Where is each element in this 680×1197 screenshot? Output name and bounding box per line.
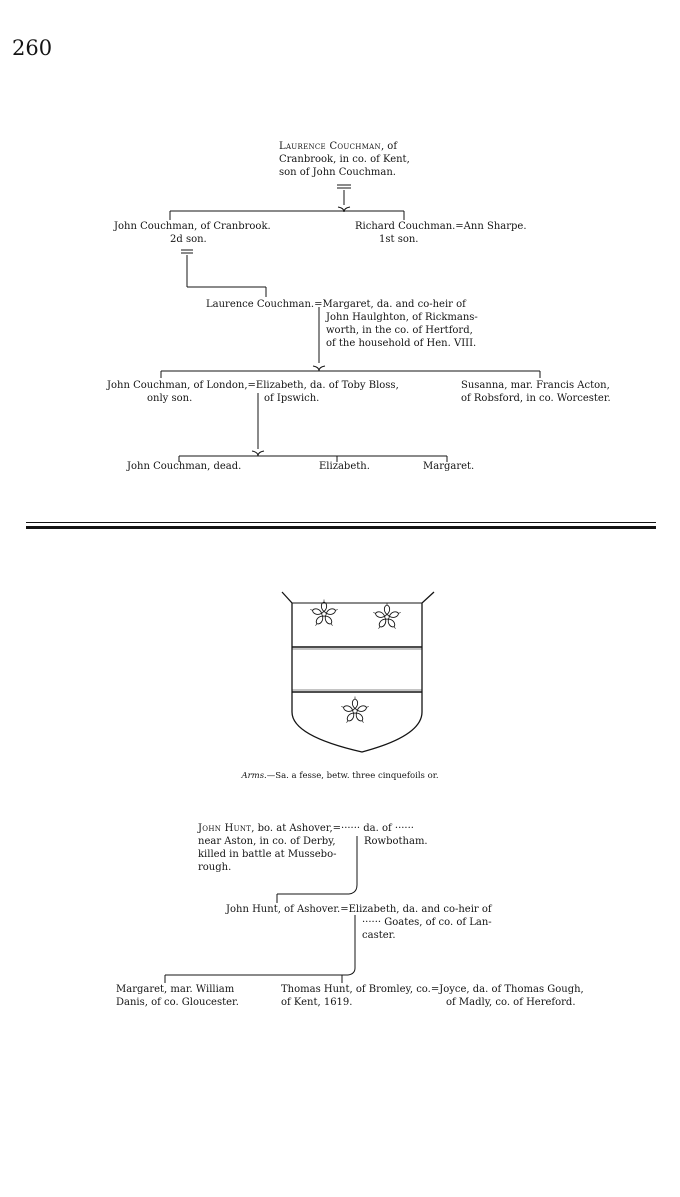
laurence-couchman-sr-line1-rest: , of: [380, 141, 398, 152]
laurence-couchman-sr-line3: son of John Couchman.: [279, 167, 396, 178]
thomas-hunt-line2a: of Kent, 1619.: [281, 997, 353, 1008]
child-margaret: Margaret.: [423, 461, 475, 472]
thomas-hunt-line1: Thomas Hunt, of Bromley, co.=Joyce, da. of Thomas Gough,: [281, 984, 584, 995]
john-couchman-london-line1: John Couchman, of London,=Elizabeth, da. of Toby Bloss,: [107, 380, 399, 391]
john-hunt-sr-line2: near Aston, in co. of Derby,: [198, 836, 336, 847]
john-couchman-london-line2b: of Ipswich.: [264, 393, 320, 404]
john-hunt-jr-line3: caster.: [362, 930, 396, 941]
john-hunt-sr-line4: rough.: [198, 862, 232, 873]
thomas-hunt-line2b: of Madly, co. of Hereford.: [446, 997, 576, 1008]
john-hunt-sr-line1-rest: , bo. at Ashover,=······ da. of ······: [251, 823, 414, 834]
margaret-hunt-line2: Danis, of co. Gloucester.: [116, 997, 239, 1008]
laurence-couchman-sr-line2: Cranbrook, in co. of Kent,: [279, 154, 410, 165]
page-number: 260: [12, 36, 53, 60]
child-elizabeth: Elizabeth.: [319, 461, 370, 472]
john-couchman-cranbrook-line1: John Couchman, of Cranbrook.: [114, 221, 271, 232]
susanna-line1: Susanna, mar. Francis Acton,: [461, 380, 610, 391]
john-hunt-jr-line2: ······ Goates, of co. of Lan-: [362, 917, 492, 928]
john-hunt-sr-line3: killed in battle at Mussebo-: [198, 849, 337, 860]
john-hunt-sr-line1: [198, 822, 414, 835]
john-couchman-cranbrook-line2: 2d son.: [170, 234, 207, 245]
laurence-couchman-sr-name: Laurence Couchman: [279, 141, 381, 152]
susanna-line2: of Robsford, in co. Worcester.: [461, 393, 611, 404]
arms-caption-label: Arms.: [241, 771, 267, 781]
richard-couchman-line2: 1st son.: [379, 234, 419, 245]
arms-caption-text: —Sa. a fesse, betw. three cinquefoils or.: [266, 771, 439, 781]
margaret-hunt-line1: Margaret, mar. William: [116, 984, 235, 995]
john-hunt-jr-line1: John Hunt, of Ashover.=Elizabeth, da. and co-heir of: [226, 904, 492, 915]
richard-couchman-line1: Richard Couchman.=Ann Sharpe.: [355, 221, 527, 232]
laurence-couchman-jr-line3: worth, in the co. of Hertford,: [326, 325, 473, 336]
john-hunt-sr-name: John Hunt: [198, 823, 252, 834]
laurence-couchman-jr-line1: Laurence Couchman.=Margaret, da. and co-heir of: [206, 299, 466, 310]
john-hunt-sr-line2b: Rowbotham.: [364, 836, 428, 847]
child-john-couchman-dead: John Couchman, dead.: [127, 461, 242, 472]
laurence-couchman-jr-line2: John Haulghton, of Rickmans-: [326, 312, 478, 323]
john-couchman-london-line2a: only son.: [147, 393, 193, 404]
laurence-couchman-jr-line4: of the household of Hen. VIII.: [326, 338, 477, 349]
